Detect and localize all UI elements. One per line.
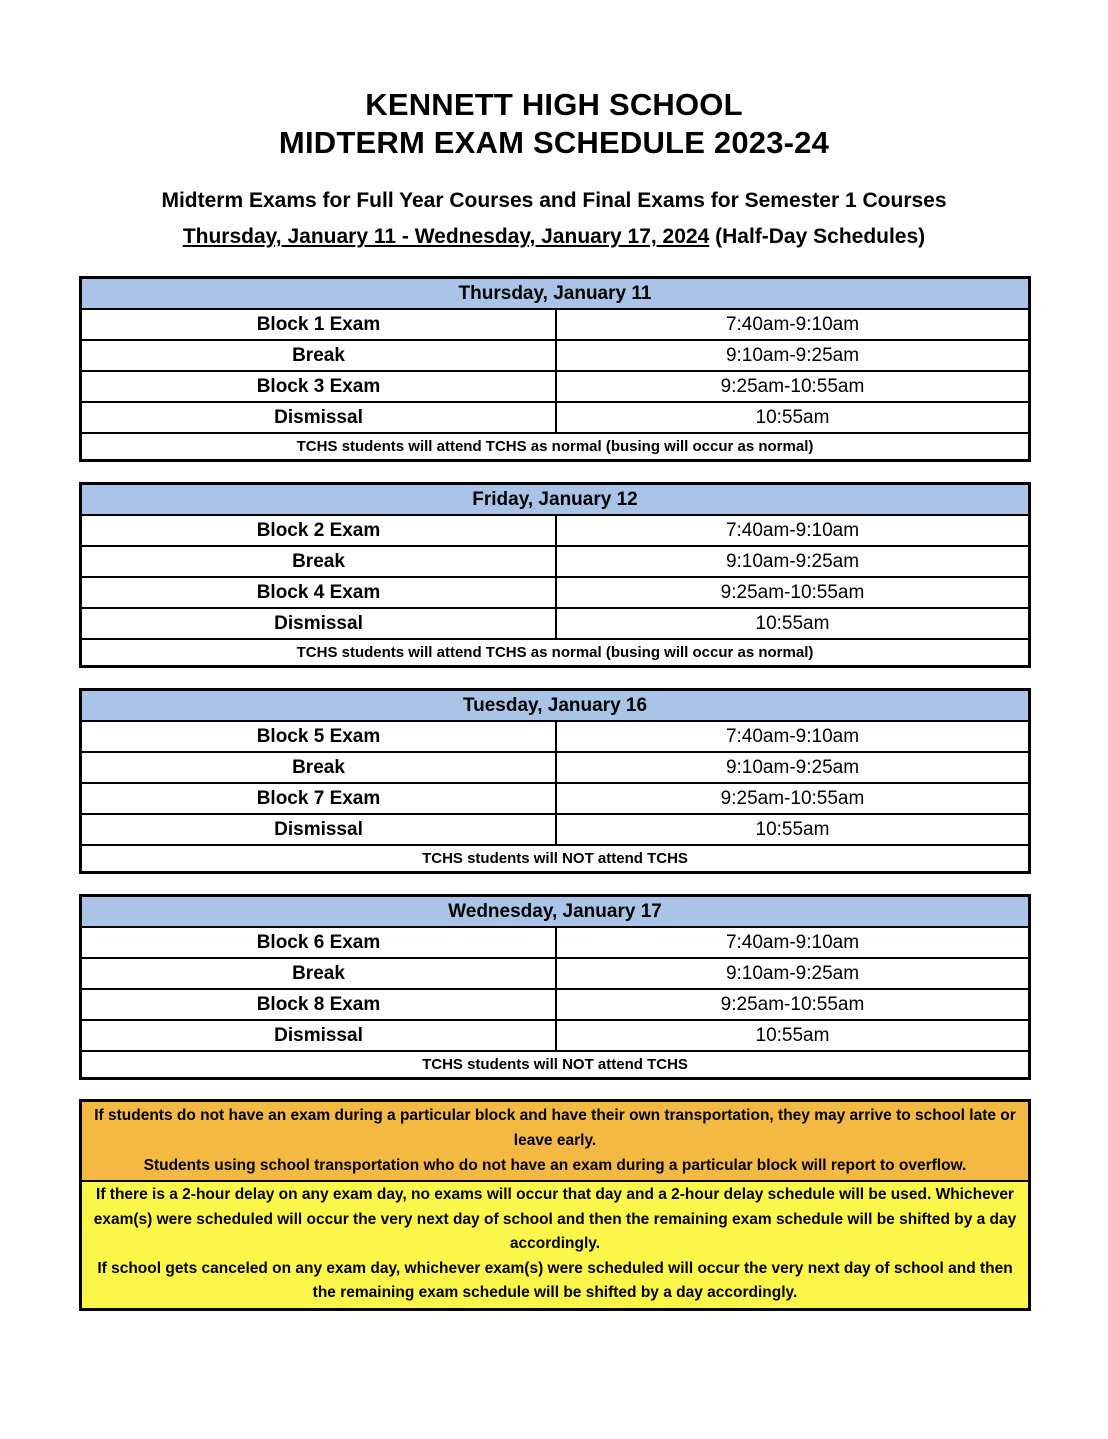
slot-label: Block 4 Exam <box>82 578 557 607</box>
notice-text: If there is a 2-hour delay on any exam day, no exams will occur that day and a 2-hour delay schedule will be used. Whichever exam(s) were scheduled will occur the very next day of school and then the remaining exam schedule will be shifted by a day accordingly. <box>93 1186 1017 1252</box>
schedule-row <box>82 578 1028 609</box>
notice-text: If students do not have an exam during a particular block and have their own transportation, they may arrive to school late or leave early. <box>94 1107 1016 1149</box>
schedule-row <box>82 1021 1028 1052</box>
slot-label: Block 3 Exam <box>82 372 557 401</box>
schedule-row <box>82 815 1028 846</box>
slot-time: 7:40am-9:10am <box>725 314 860 335</box>
schedule-row <box>82 547 1028 578</box>
transportation-notice <box>82 1102 1028 1182</box>
slot-label: Break <box>82 547 557 576</box>
slot-time: 9:25am-10:55am <box>720 376 865 397</box>
slot-time: 9:10am-9:25am <box>725 345 860 366</box>
tchs-note: TCHS students will attend TCHS as normal (busing will occur as normal) <box>296 438 814 455</box>
day-header: Wednesday, January 17 <box>82 897 1028 928</box>
tchs-note: TCHS students will NOT attend TCHS <box>422 1056 688 1073</box>
tchs-note: TCHS students will attend TCHS as normal (busing will occur as normal) <box>296 644 814 661</box>
slot-time: 9:25am-10:55am <box>720 582 865 603</box>
day-schedule-table <box>79 276 1031 462</box>
day-header: Friday, January 12 <box>82 485 1028 516</box>
slot-time: 10:55am <box>755 407 830 428</box>
date-range-line <box>0 222 1108 252</box>
schedule-row <box>82 959 1028 990</box>
slot-time: 9:25am-10:55am <box>720 788 865 809</box>
day-schedule-table <box>79 894 1031 1080</box>
slot-time: 10:55am <box>755 1025 830 1046</box>
schedule-row <box>82 609 1028 640</box>
notice-box <box>79 1099 1031 1311</box>
slot-label: Dismissal <box>82 609 557 638</box>
schedule-row <box>82 516 1028 547</box>
schedule-row <box>82 784 1028 815</box>
schedule-row <box>82 403 1028 434</box>
slot-time: 9:25am-10:55am <box>720 994 865 1015</box>
schedule-type: (Half-Day Schedules) <box>715 225 926 248</box>
notice-text: Students using school transportation who do not have an exam during a particular block will report to overflow. <box>143 1157 967 1174</box>
schedule-title: MIDTERM EXAM SCHEDULE 2023-24 <box>278 125 830 160</box>
schedule-row <box>82 753 1028 784</box>
delay-cancellation-notice <box>82 1182 1028 1308</box>
slot-time: 9:10am-9:25am <box>725 757 860 778</box>
schedule-row <box>82 928 1028 959</box>
slot-label: Dismissal <box>82 1021 557 1050</box>
slot-label: Block 1 Exam <box>82 310 557 339</box>
school-title: KENNETT HIGH SCHOOL <box>365 87 743 122</box>
slot-label: Block 5 Exam <box>82 722 557 751</box>
schedule-row <box>82 372 1028 403</box>
slot-time: 10:55am <box>755 819 830 840</box>
schedule-row <box>82 722 1028 753</box>
notice-text: If school gets canceled on any exam day, whichever exam(s) were scheduled will occur the very next day of school and then the remaining exam schedule will be shifted by a day accordingly. <box>97 1259 1013 1301</box>
slot-label: Block 6 Exam <box>82 928 557 957</box>
day-header: Tuesday, January 16 <box>82 691 1028 722</box>
schedule-row <box>82 310 1028 341</box>
date-range: Thursday, January 11 - Wednesday, January 17, 2024 <box>182 225 710 248</box>
slot-time: 7:40am-9:10am <box>725 520 860 541</box>
slot-label: Block 2 Exam <box>82 516 557 545</box>
schedule-row <box>82 990 1028 1021</box>
slot-time: 7:40am-9:10am <box>725 932 860 953</box>
slot-time: 10:55am <box>755 613 830 634</box>
slot-time: 9:10am-9:25am <box>725 963 860 984</box>
slot-label: Block 8 Exam <box>82 990 557 1019</box>
tchs-note: TCHS students will NOT attend TCHS <box>422 850 688 867</box>
slot-label: Block 7 Exam <box>82 784 557 813</box>
slot-label: Break <box>82 753 557 782</box>
day-schedule-table <box>79 482 1031 668</box>
slot-label: Dismissal <box>82 815 557 844</box>
slot-label: Break <box>82 959 557 988</box>
slot-time: 9:10am-9:25am <box>725 551 860 572</box>
slot-time: 7:40am-9:10am <box>725 726 860 747</box>
day-header: Thursday, January 11 <box>82 279 1028 310</box>
schedule-row <box>82 341 1028 372</box>
exam-description: Midterm Exams for Full Year Courses and Final Exams for Semester 1 Courses <box>161 189 947 212</box>
slot-label: Break <box>82 341 557 370</box>
day-schedule-table <box>79 688 1031 874</box>
slot-label: Dismissal <box>82 403 557 432</box>
